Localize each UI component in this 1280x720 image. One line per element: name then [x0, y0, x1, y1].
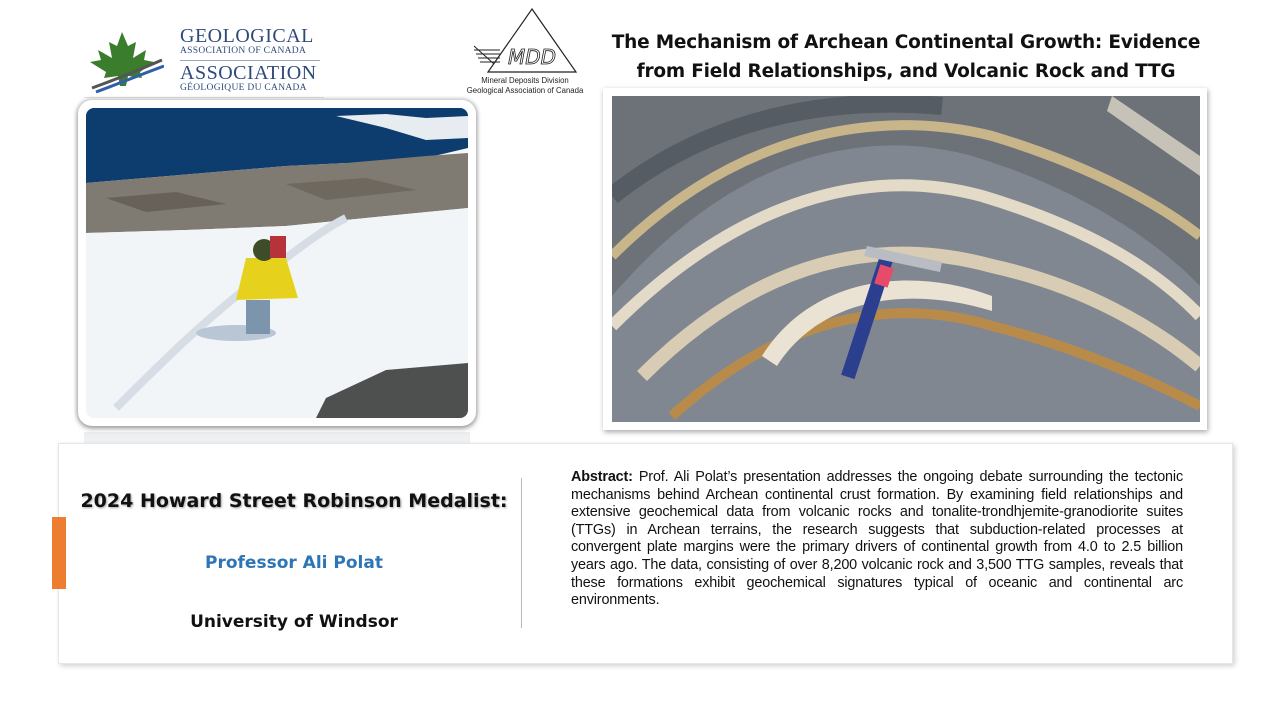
gac-line3: ASSOCIATION: [180, 61, 317, 84]
medalist-affiliation: University of Windsor: [190, 612, 398, 632]
mdd-logo: [462, 6, 588, 96]
maple-leaf-icon: [84, 30, 164, 94]
presentation-title: The Mechanism of Archean Continental Growth: Evidence from Field Relationships, and Volcanic Rock and TTG: [611, 32, 1201, 82]
medalist-name: Professor Ali Polat: [205, 553, 383, 573]
mdd-caption-line2: Geological Association of Canada: [466, 85, 584, 95]
accent-bar: [52, 517, 66, 589]
abstract: [571, 469, 1183, 610]
field-photo-frame: [78, 100, 476, 426]
outcrop-photo-frame: [603, 88, 1207, 430]
gac-rule: [180, 60, 320, 61]
outcrop-photo: [612, 96, 1200, 422]
field-photo: [86, 108, 468, 418]
gac-wordmark: [180, 26, 330, 93]
medalist-heading: 2024 Howard Street Robinson Medalist:: [80, 490, 508, 512]
gac-line2: ASSOCIATION OF CANADA: [180, 46, 307, 56]
gac-line1: GEOLOGICAL: [180, 25, 314, 47]
mdd-mark: MDD: [507, 45, 557, 69]
abstract-text: Prof. Ali Polat’s presentation addresses the ongoing debate surrounding the tectonic mechanisms behind Archean continental crust formation. By examining field relationships and extensive geochemical data from volcanic rocks and tonalite-trondhjemite-granodiorite suites (TTGs) in Archean terrains, the research suggests that subduction-related processes at convergent plate margins were the primary drivers of continental growth from 4.0 to 2.5 billion years ago. The data, consisting of over 8,200 volcanic rock and 3,500 TTG samples, reveals that these formations exhibit geochemical signatures typical of oceanic and continental arc environments.: [571, 469, 1183, 609]
gac-logo: [84, 26, 324, 96]
mountain-triangle-icon: [470, 6, 580, 74]
abstract-label: Abstract:: [571, 469, 633, 485]
mdd-caption-line1: Mineral Deposits Division: [481, 76, 569, 85]
gac-line4: GÉOLOGIQUE DU CANADA: [180, 82, 307, 93]
logo-underline: [84, 97, 324, 98]
mdd-caption: [462, 76, 588, 95]
